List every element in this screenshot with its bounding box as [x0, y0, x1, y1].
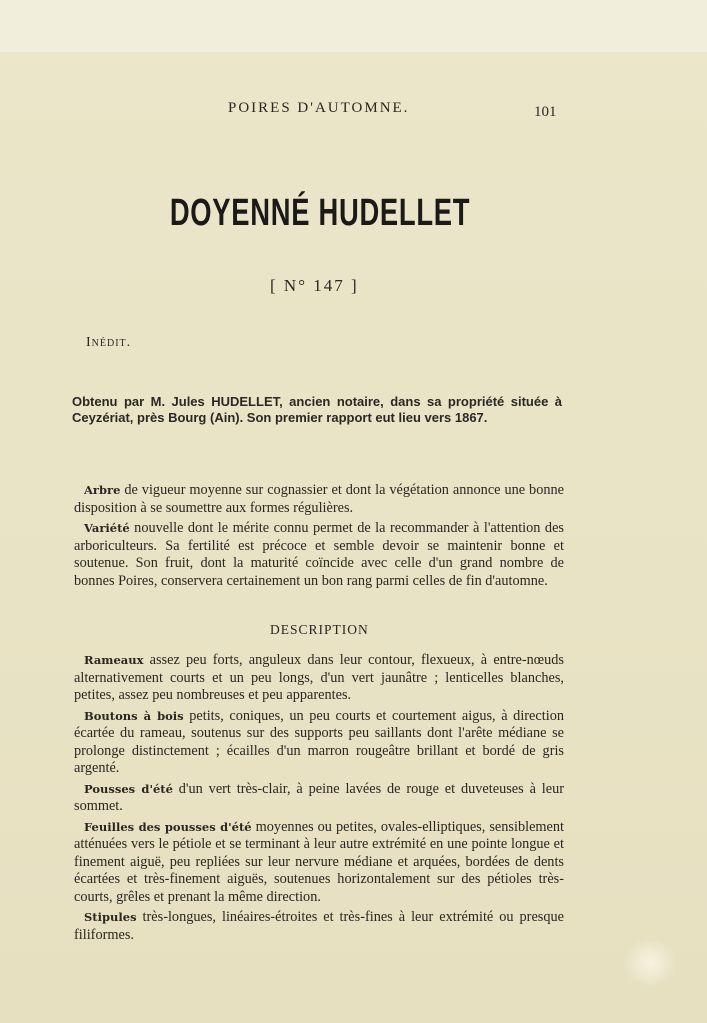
section-heading: DESCRIPTION [270, 622, 369, 637]
paragraph-stipules [74, 909, 564, 944]
variety-number: [ N° 147 ] [270, 276, 359, 295]
paragraph-rameaux [74, 652, 564, 705]
paragraph-text: petits, coniques, un peu courts et courtement aigus, à direction écartée du rameau, soutenus sur des supports peu saillants dont l'arête médiane se prolonge distinctement ; écailles d'un marron rougeâtre brillant et bordé de gris argenté. [74, 707, 564, 776]
intro-section [74, 482, 564, 593]
paragraph-text: très-longues, linéaires-étroites et très-fines à leur extrémité ou presque filiformes. [74, 909, 564, 943]
term: Pousses d'été [84, 781, 173, 796]
page-number: 101 [534, 104, 557, 120]
term: Boutons à bois [84, 708, 184, 723]
paragraph-pousses [74, 781, 564, 816]
paragraph-arbre [74, 482, 564, 517]
paragraph-text: assez peu forts, anguleux dans leur contour, flexueux, à entre-nœuds alternativement courts et un peu longs, d'un vert jaunâtre ; lenticelles blanches, petites, assez peu nombreuses et peu apparentes. [74, 652, 564, 703]
paragraph-text: nouvelle dont le mérite connu permet de la recommander à l'attention des arboriculteurs. Sa fertilité est précoce et semble devoir se maintenir bonne et soutenue. Son fruit, dont la maturité coïncide avec celle d'un grand nombre de bonnes Poires, conservera certainement un bon rang parmi celles de fin d'automne. [74, 520, 564, 589]
paragraph-variete [74, 520, 564, 590]
page-title: DOYENNÉ HUDELLET [169, 192, 471, 234]
paragraph-text: de vigueur moyenne sur cognassier et dont la végétation annonce une bonne disposition à se soumettre aux formes régulières. [74, 482, 564, 516]
term: Feuilles des pousses d'été [84, 819, 252, 834]
term: Variété [84, 521, 130, 535]
running-header: POIRES D'AUTOMNE. [228, 100, 410, 116]
term: Arbre [84, 483, 121, 497]
paragraph-feuilles [74, 819, 564, 907]
page-top-margin [0, 0, 707, 52]
description-section [74, 652, 564, 947]
status-label: Inédit. [86, 335, 132, 350]
paper-stain [620, 940, 680, 985]
paragraph-text: d'un vert très-clair, à peine lavées de rouge et duveteuses à leur sommet. [74, 780, 565, 814]
term: Rameaux [84, 653, 144, 667]
paragraph-text: moyennes ou petites, ovales-elliptiques, sensiblement atténuées vers le pétiole et se terminant à leur autre extrémité en une pointe longue et finement aiguë, peu repliées sur leur nervure médiane et arquées, bordées de dents écartées et très-finement aiguës, soutenues horizontalement sur des pétioles très-courts, grêles et prenant la même direction. [74, 818, 564, 905]
term: Stipules [84, 910, 137, 924]
paragraph-boutons [74, 708, 564, 778]
origin-paragraph: Obtenu par M. Jules HUDELLET, ancien notaire, dans sa propriété située à Ceyzériat, près Bourg (Ain). Son premier rapport eut lieu vers 1867. [72, 394, 562, 425]
